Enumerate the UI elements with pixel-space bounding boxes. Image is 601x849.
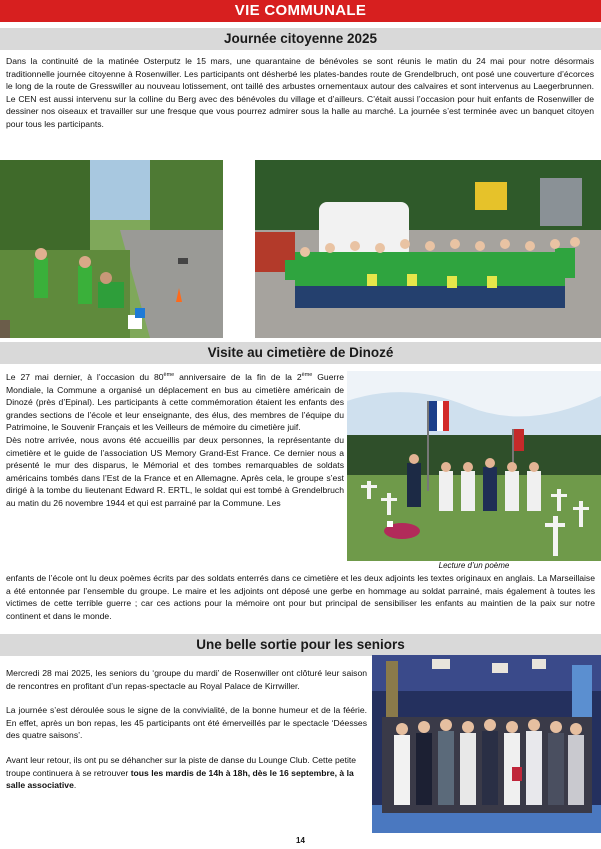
page-banner: VIE COMMUNALE: [0, 0, 601, 22]
cemetery-ceremony-photo: [347, 371, 601, 561]
dinoze-text-column: Le 27 mai dernier, à l’occasion du 80ème anniversaire de la fin de la 2ème Guerre Mondiale, la Commune a organisé un déplacement en bus au cimetière américain de Dinozé (près d’Epinal). Les participants à cette commémoration étaient les enfants des grandes sections de l’école et leur enseignante, des élus, des membres de l’équipe du Patrimoine, le Souvenir Français et les Veilleurs de mémoire du cimetière juif. Dès notre arrivée, nous avons été accueillis par deux personnes, la représentante du cimetière et le guide de l’association US Memory Grand-Est France. Ce dernier nous a présenté le mur des disparus, le Mémorial et des tombes remarquables de soldats américains tombés dans l’Est de la France et en Allemagne. Après cela, le groupe s’est dirigé à la tombe du lieutenant Edward R. ERTL, le soldat qui est tombé à Grendelbruch au matin du 26 novembre 1944 et qui est parrainé par la Commune. Les: [6, 372, 344, 508]
section-title-journee-citoyenne: Journée citoyenne 2025: [0, 28, 601, 50]
volunteers-group-photo: [255, 160, 601, 338]
section-title-dinoze: Visite au cimetière de Dinozé: [0, 342, 601, 364]
seniors-group-photo: [372, 655, 601, 833]
section-title-seniors: Une belle sortie pour les seniors: [0, 634, 601, 656]
volunteers-weeding-photo: [0, 160, 223, 338]
journee-citoyenne-text: Dans la continuité de la matinée Osterputz le 15 mars, une quarantaine de bénévoles se sont réunis le matin du 24 mai pour notre désormais traditionnelle journée citoyenne à Rosenwiller. Les participants ont désherbé les plates-bandes route de Grendelbruch, ont posé une couverture d’écorces le long de la route de Gresswiller au nouveau lotissement, ont taillé des arbustes ornementaux autour des calvaires et sont intervenus au Laegerbrunnen. Le CEN est aussi intervenu sur la colline du Berg avec des bénévoles du village et d’ailleurs. C’était aussi l’occasion pour huit enfants de Rosenwiller de dessiner nos oiseaux et travailler sur une fresque que vous pourrez admirer sous la halle au marché. La journée s’est terminée avec un banquet citoyen pour tous les participants.: [6, 56, 594, 129]
seniors-text-column: Mercredi 28 mai 2025, les seniors du ‘groupe du mardi’ de Rosenwiller ont clôturé leur saison de rencontres en profitant d’un repas-spectacle au Royal Palace de Kirrwiller. La journée s’est déroulée sous le signe de la convivialité, de la bonne humeur et de la féérie. En effet, après un bon repas, les 45 participants ont été émerveillés par le spectacle ‘Déesses des quatre saisons’. Avant leur retour, ils ont pu se déhancher sur la piste de danse du Lounge Club. Cette petite troupe continuera à se retrouver tous les mardis de 14h à 18h, dès le 16 septembre, à la salle associative.: [6, 668, 367, 791]
cemetery-photo-caption: Lecture d’un poème: [438, 561, 510, 570]
page-number: 14: [296, 836, 305, 845]
dinoze-text-full: enfants de l’école ont lu deux poèmes écrits par des soldats enterrés dans ce cimetière et les deux adjoints les textes originaux en anglais. La Marseillaise a été entonnée par l’ensemble du groupe. Le maire et les adjoints ont déposé une gerbe en hommage au soldat parrainé, mais également à toutes les victimes de cette terrible guerre ; car ces actions pour la mémoire ont pour but principal de sensibiliser les enfants au maintien de la paix sur notre continent et dans le monde.: [6, 573, 595, 621]
